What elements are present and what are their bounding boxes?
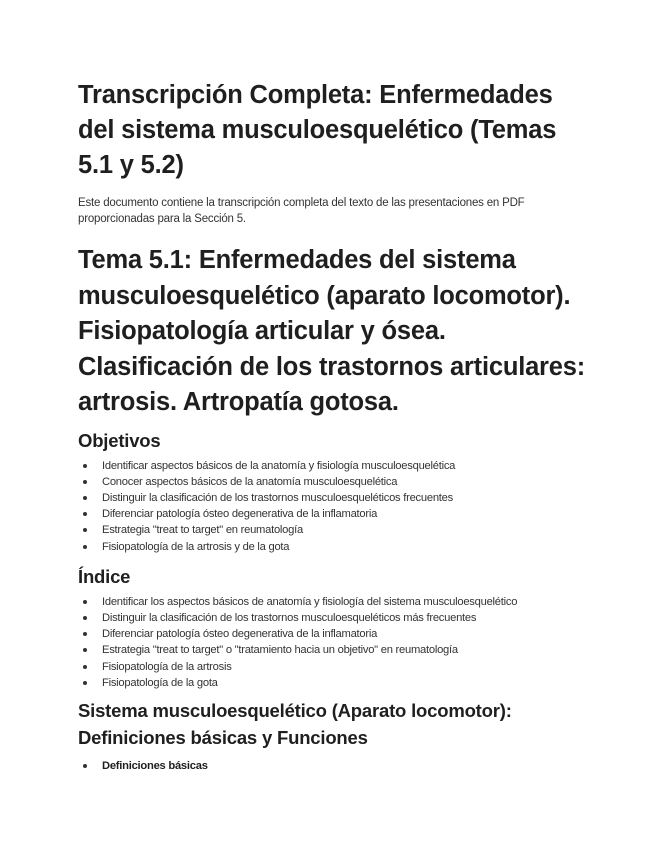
list-item-text: Distinguir la clasificación de los trastornos musculoesqueléticos más frecuentes <box>102 611 477 624</box>
list-item-text: Conocer aspectos básicos de la anatomía musculoesquelética <box>102 475 398 488</box>
list-item-text: Estrategia "treat to target" en reumatología <box>102 524 303 537</box>
list-item-text: Fisiopatología de la gota <box>102 676 218 689</box>
objetivos-heading: Objetivos <box>78 429 161 451</box>
list-item <box>83 458 595 474</box>
document-intro: Este documento contiene la transcripción completa del texto de las presentaciones en PDF proporcionadas para la Sección 5. <box>78 197 525 225</box>
bullet-icon <box>83 648 87 652</box>
list-item <box>83 626 595 642</box>
list-item-text: Identificar aspectos básicos de la anatomía y fisiología musculoesquelética <box>102 459 456 472</box>
list-item-text: Distinguir la clasificación de los trastornos musculoesqueléticos frecuentes <box>102 491 453 504</box>
sistema-heading: Sistema musculoesquelético (Aparato locomotor): Definiciones básicas y Funciones <box>78 699 512 749</box>
bullet-icon <box>83 616 87 620</box>
bullet-icon <box>83 600 87 604</box>
bullet-icon <box>83 464 87 468</box>
list-item-text: Identificar los aspectos básicos de anatomía y fisiología del sistema musculoesquelético <box>102 595 518 608</box>
bullet-icon <box>83 545 87 549</box>
list-item <box>83 490 595 506</box>
objetivos-list <box>78 458 595 555</box>
indice-heading: Índice <box>78 565 131 587</box>
bullet-icon <box>83 665 87 669</box>
bullet-icon <box>83 764 87 768</box>
list-item <box>83 506 595 522</box>
list-item-text: Diferenciar patología ósteo degenerativa de la inflamatoria <box>102 628 378 641</box>
section-title: Tema 5.1: Enfermedades del sistema musculoesquelético (aparato locomotor). Fisiopatología articular y ósea. Clasificación de los trastornos articulares: artrosis. Artropatía gotosa. <box>78 246 586 416</box>
list-item-text: Estrategia "treat to target" o "tratamiento hacia un objetivo" en reumatología <box>102 644 458 657</box>
list-item <box>83 610 595 626</box>
list-item <box>83 758 595 774</box>
bullet-icon <box>83 681 87 685</box>
list-item <box>83 539 595 555</box>
bullet-icon <box>83 528 87 532</box>
bullet-icon <box>83 512 87 516</box>
bullet-icon <box>83 632 87 636</box>
list-item <box>83 659 595 675</box>
list-item <box>83 522 595 538</box>
bullet-icon <box>83 480 87 484</box>
bullet-icon <box>83 496 87 500</box>
list-item <box>83 474 595 490</box>
list-item-text: Fisiopatología de la artrosis y de la gota <box>102 540 290 553</box>
list-item-text: Diferenciar patología ósteo degenerativa de la inflamatoria <box>102 508 378 521</box>
list-item-text: Fisiopatología de la artrosis <box>102 660 232 673</box>
list-item <box>83 642 595 658</box>
document-title: Transcripción Completa: Enfermedades del sistema musculoesquelético (Temas 5.1 y 5.2) <box>78 81 557 179</box>
list-item <box>83 675 595 691</box>
indice-list <box>78 594 595 691</box>
list-item-text: Definiciones básicas <box>102 759 208 772</box>
list-item <box>83 594 595 610</box>
sistema-list <box>78 758 595 774</box>
